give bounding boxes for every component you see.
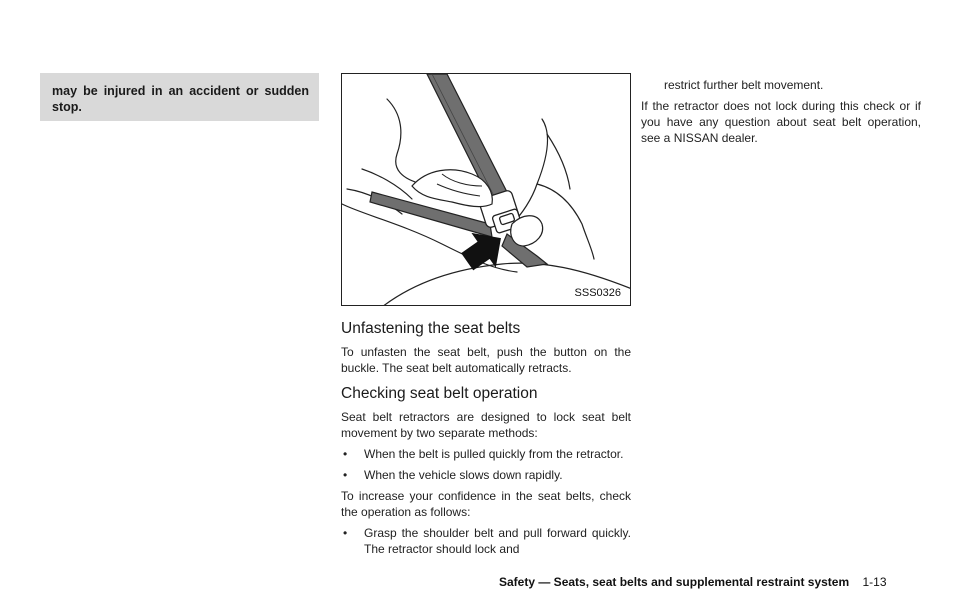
dealer-note: If the retractor does not lock during this check or if you have any question about seat belt operation, see a NISSAN dealer. bbox=[641, 99, 921, 145]
left-arm-outline bbox=[387, 99, 422, 184]
unfastening-body: To unfasten the seat belt, push the button on the buckle. The seat belt automatically retracts. bbox=[341, 345, 631, 375]
list-item: • When the belt is pulled quickly from the retractor. bbox=[341, 446, 631, 462]
middle-column bbox=[341, 319, 631, 562]
lap-outline bbox=[382, 263, 631, 306]
right-arm-outline bbox=[512, 119, 547, 224]
check-intro: To increase your confidence in the seat belts, check the operation as follows: bbox=[341, 489, 631, 519]
check-steps-list bbox=[341, 525, 631, 557]
clothing-fold-3 bbox=[547, 134, 570, 189]
page-number: 1-13 bbox=[862, 575, 887, 589]
unfastening-heading: Unfastening the seat belts bbox=[341, 320, 521, 337]
right-sleeve-outline bbox=[537, 184, 594, 259]
buckle-release-drawing bbox=[342, 74, 631, 306]
seat-belt-illustration bbox=[341, 73, 631, 306]
list-item: • When the vehicle slows down rapidly. bbox=[341, 467, 631, 483]
right-column bbox=[641, 77, 921, 151]
warning-text: may be injured in an accident or sudden stop. bbox=[52, 84, 309, 114]
warning-box bbox=[40, 73, 319, 121]
checking-heading: Checking seat belt operation bbox=[341, 385, 538, 402]
footer-section-title: Safety — Seats, seat belts and supplemental restraint system bbox=[499, 575, 850, 589]
locking-methods-list bbox=[341, 446, 631, 483]
checking-intro: Seat belt retractors are designed to lock seat belt movement by two separate methods: bbox=[341, 410, 631, 440]
figure-code: SSS0326 bbox=[574, 287, 621, 299]
page-footer bbox=[499, 575, 887, 589]
right-hand bbox=[511, 216, 543, 246]
check-step-continued: restrict further belt movement. bbox=[664, 78, 824, 92]
check-step: • Grasp the shoulder belt and pull forward quickly. The retractor should lock and bbox=[341, 525, 631, 557]
